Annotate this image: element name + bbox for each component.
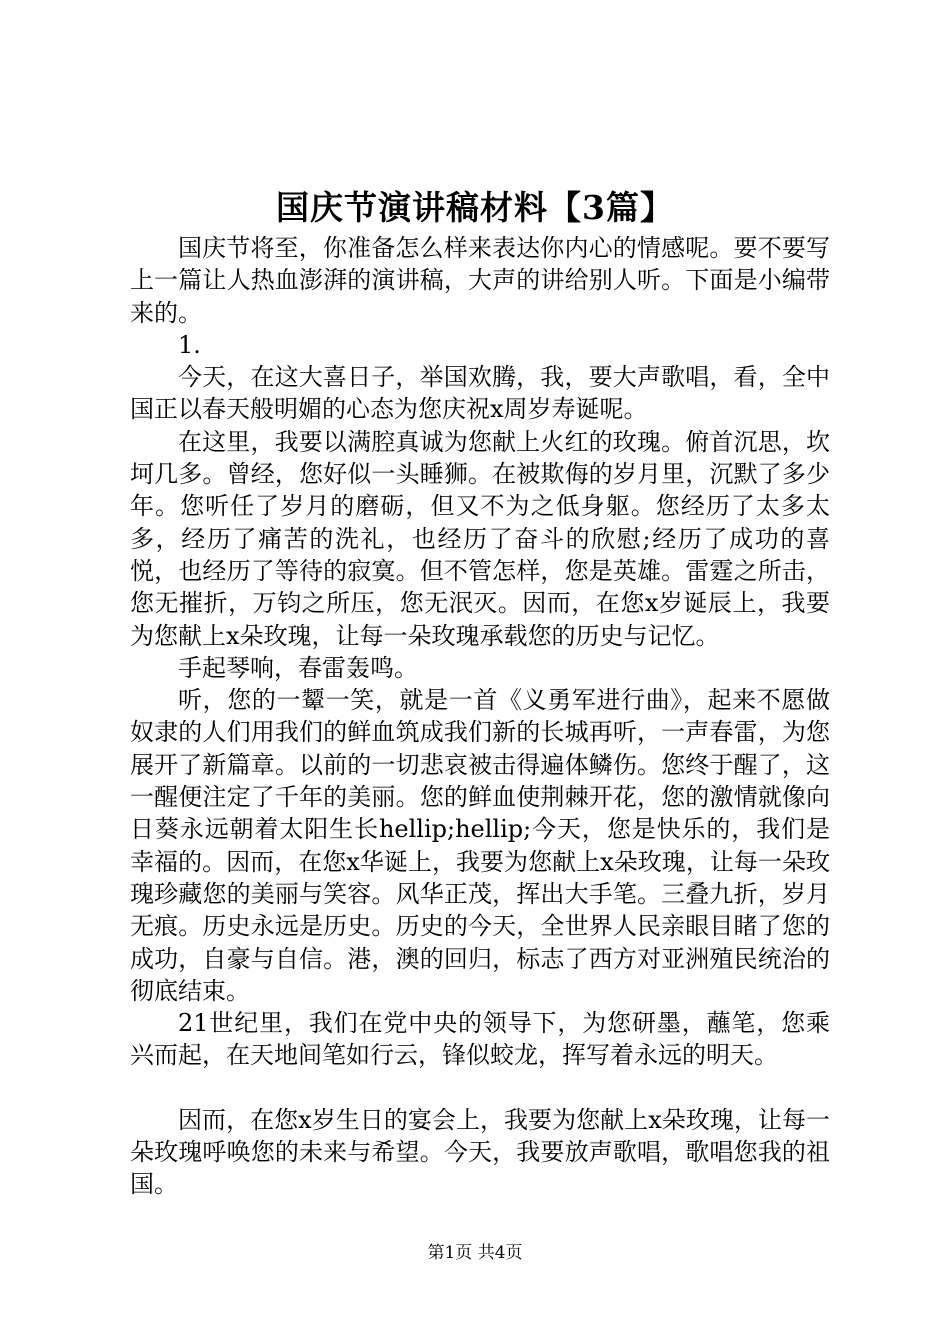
paragraph-today: 今天，在这大喜日子，举国欢腾，我，要大声歌唱，看，全中国正以春天般明媚的心态为您庆祝x周岁寿诞呢。 [130, 363, 830, 424]
paragraph-closing: 因而，在您x岁生日的宴会上，我要为您献上x朵玫瑰，让每一朵玫瑰呼唤您的未来与希望。今天，我要放声歌唱，歌唱您我的祖国。 [130, 1105, 830, 1199]
paragraph-roses: 在这里，我要以满腔真诚为您献上火红的玫瑰。俯首沉思，坎坷几多。曾经，您好似一头睡狮。在被欺侮的岁月里，沉默了多少年。您听任了岁月的磨砺，但又不为之低身躯。您经历了太多太多，经历了痛苦的洗礼，也经历了奋斗的欣慰;经历了成功的喜悦，也经历了等待的寂寞。但不管怎样，您是英雄。雷霆之所击，您无摧折，万钧之所压，您无泯灭。因而，在您x岁诞辰上，我要为您献上x朵玫瑰，让每一朵玫瑰承载您的历史与记忆。 [130, 427, 830, 650]
paragraph-thunder: 手起琴响，春雷轰鸣。 [178, 653, 418, 682]
paragraph-number: 1. [178, 330, 201, 359]
document-body [130, 232, 830, 1201]
paragraph-intro: 国庆节将至，你准备怎么样来表达你内心的情感呢。要不要写上一篇让人热血澎湃的演讲稿，大声的讲给别人听。下面是小编带来的。 [130, 234, 830, 327]
page-footer: 第1页 共4页 [427, 1243, 523, 1263]
paragraph-anthem: 听，您的一颦一笑，就是一首《义勇军进行曲》，起来不愿做奴隶的人们用我们的鲜血筑成我们新的长城再听，一声春雷，为您展开了新篇章。以前的一切悲哀被击得遍体鳞伤。您终于醒了，这一醒便注定了千年的美丽。您的鲜血使荆棘开花，您的激情就像向日葵永远朝着太阳生长hellip;hellip;今天，您是快乐的，我们是幸福的。因而，在您x华诞上，我要为您献上x朵玫瑰，让每一朵玫瑰珍藏您的美丽与笑容。风华正茂，挥出大手笔。三叠九折，岁月无痕。历史永远是历史。历史的今天，全世界人民亲眼目睹了您的成功，自豪与自信。港，澳的回归，标志了西方对亚洲殖民统治的彻底结束。 [130, 686, 830, 1005]
document-title: 国庆节演讲稿材料【3篇】 [276, 188, 674, 227]
paragraph-century: 21世纪里，我们在党中央的领导下，为您研墨，蘸笔，您乘兴而起，在天地间笔如行云，锋似蛟龙，挥写着永远的明天。 [130, 1009, 830, 1070]
